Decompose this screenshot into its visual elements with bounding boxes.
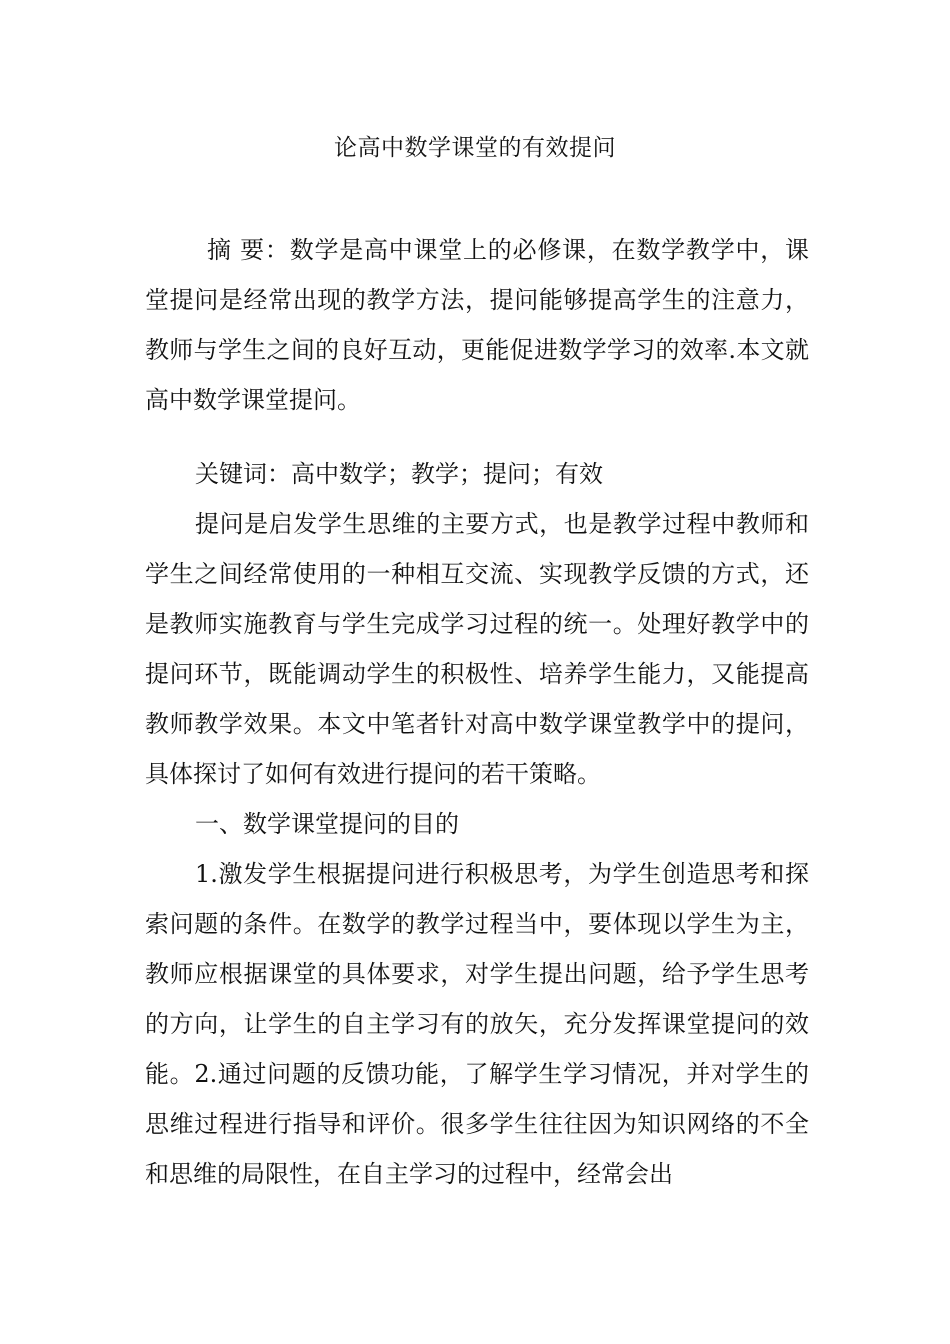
body-block bbox=[145, 449, 809, 1199]
section-paragraph: 1.激发学生根据提问进行积极思考，为学生创造思考和探索问题的条件。在数学的教学过程当中，要体现以学生为主，教师应根据课堂的具体要求，对学生提出问题，给予学生思考的方向，让学生的自主学习有的放矢，充分发挥课堂提问的效能。2.通过问题的反馈功能，了解学生学习情况，并对学生的思维过程进行指导和评价。很多学生往往因为知识网络的不全和思维的局限性，在自主学习的过程中，经常会出 bbox=[145, 860, 809, 1188]
keywords-line: 关键词：高中数学；教学；提问；有效 bbox=[195, 460, 603, 488]
abstract-paragraph: 摘 要：数学是高中课堂上的必修课，在数学教学中，课堂提问是经常出现的教学方法，提问能够提高学生的注意力，教师与学生之间的良好互动，更能促进数学学习的效率.本文就高中数学课堂提问。 bbox=[145, 236, 809, 414]
intro-paragraph: 提问是启发学生思维的主要方式，也是教学过程中教师和学生之间经常使用的一种相互交流、实现教学反馈的方式，还是教师实施教育与学生完成学习过程的统一。处理好教学中的提问环节，既能调动学生的积极性、培养学生能力，又能提高教师教学效果。本文中笔者针对高中数学课堂教学中的提问，具体探讨了如何有效进行提问的若干策略。 bbox=[145, 510, 809, 788]
document-title: 论高中数学课堂的有效提问 bbox=[334, 135, 616, 161]
abstract-block bbox=[145, 225, 809, 425]
section-heading: 一、数学课堂提问的目的 bbox=[195, 810, 459, 838]
